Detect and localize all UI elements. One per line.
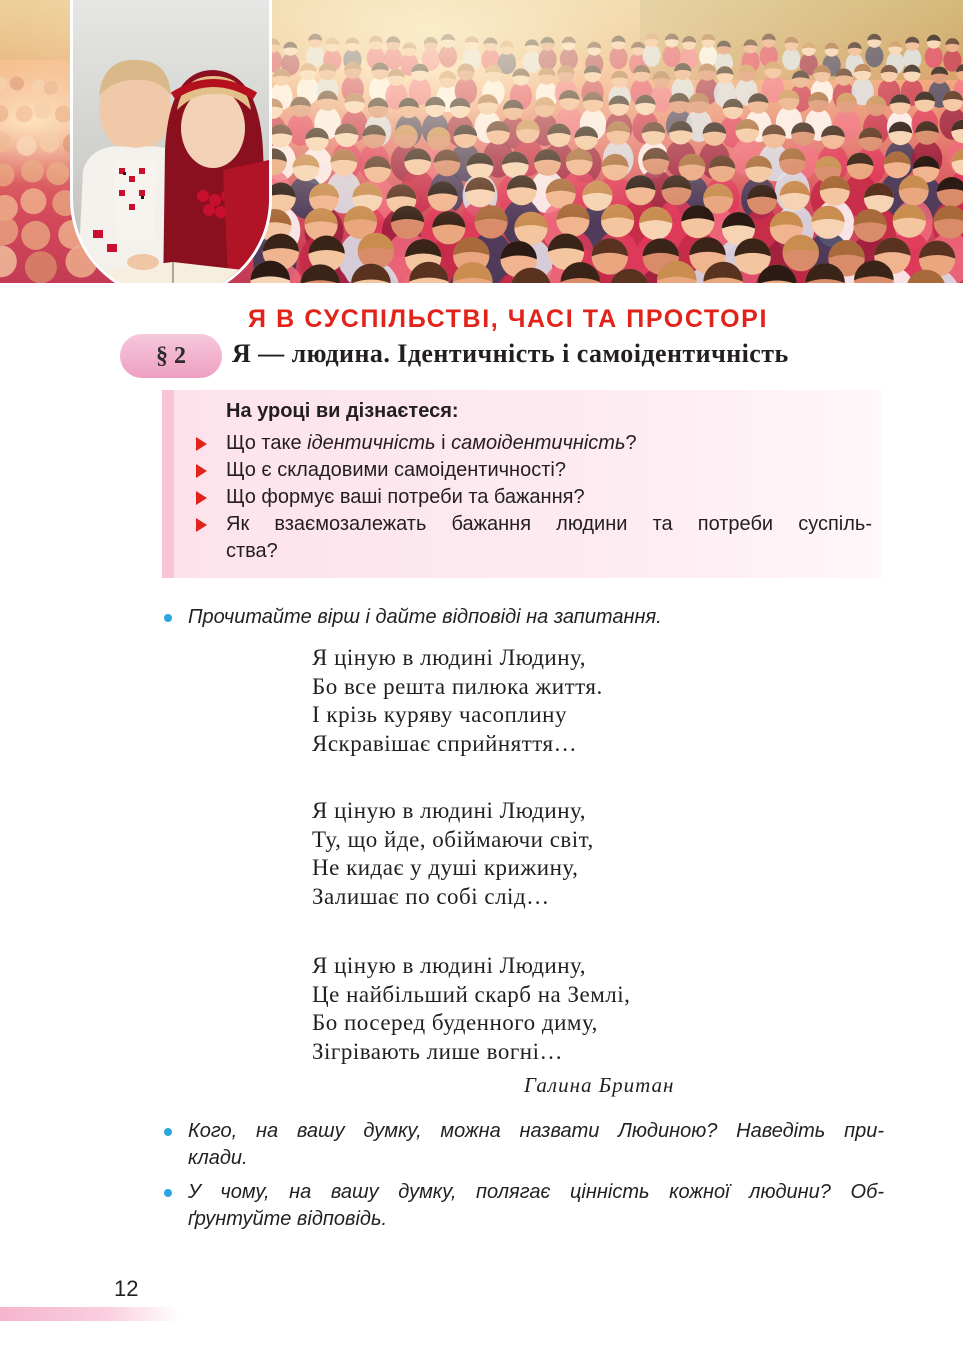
term-self-identity: самоідентичність (451, 432, 626, 454)
blue-bullet-icon (164, 1128, 172, 1136)
lesson-title: Я — людина. Ідентичність і самоідентичність (232, 339, 789, 368)
poem-author: Галина Британ (524, 1073, 675, 1097)
paragraph-badge: § 2 (120, 334, 222, 378)
footer-decoration (0, 1307, 180, 1321)
poem-stanza-1: Я ціную в людині Людину, Бо все решта пилюка життя. І крізь куряву часоплину Яскравішає сприйняття… (312, 645, 603, 756)
task-intro: Прочитайте вірш і дайте відповіді на запитання. (164, 604, 884, 631)
blue-bullet-icon (164, 1189, 172, 1197)
page-number: 12 (114, 1276, 139, 1301)
triangle-bullet-icon (196, 464, 207, 478)
list-item: Як взаємозалежать бажання людини та потреби суспіль- ства? (196, 511, 872, 565)
section-title: Я В СУСПІЛЬСТВІ, ЧАСІ ТА ПРОСТОРІ (248, 305, 768, 333)
triangle-bullet-icon (196, 437, 207, 451)
triangle-bullet-icon (196, 491, 207, 505)
poem-stanza-3: Я ціную в людині Людину, Це найбільший скарб на Землі, Бо посеред буденного диму, Зігрівають лише вогні… (312, 953, 631, 1064)
children-portrait (70, 0, 272, 283)
list-item: Що є складовими самоідентичності? (196, 457, 872, 484)
term-identity: ідентичність (307, 432, 436, 454)
triangle-bullet-icon (196, 518, 207, 532)
blue-bullet-icon (164, 614, 172, 622)
crowd-photo (0, 0, 963, 283)
list-item: Що формує ваші потреби та бажання? (196, 484, 872, 511)
question-2: У чому, на вашу думку, полягає цінність кожної людини? Об- ґрунтуйте відповідь. (164, 1179, 884, 1233)
learning-objectives-list (196, 430, 872, 565)
question-1: Кого, на вашу думку, можна назвати Людиною? Наведіть при- клади. (164, 1118, 884, 1172)
learning-objectives-heading: На уроці ви дізнаєтеся: (226, 400, 459, 422)
list-item: Що таке ідентичність і самоідентичність? (196, 430, 872, 457)
children-illustration (73, 0, 269, 283)
poem-stanza-2: Я ціную в людині Людину, Ту, що йде, обіймаючи світ, Не кидає у душі крижину, Залишає по собі слід… (312, 798, 594, 909)
